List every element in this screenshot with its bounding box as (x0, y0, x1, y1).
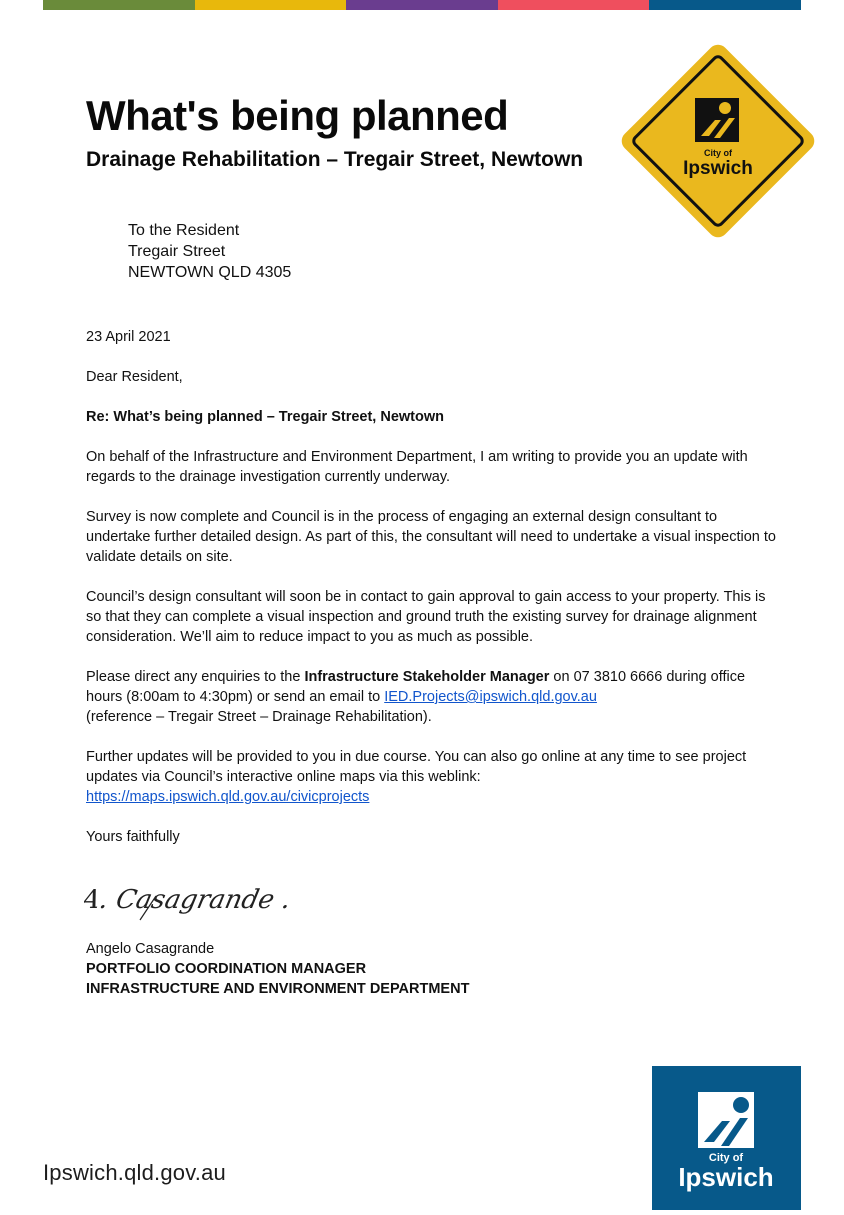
bar-segment-red (498, 0, 650, 10)
ipswich-i-icon (695, 98, 739, 142)
bar-segment-blue (649, 0, 801, 10)
address-line-1: To the Resident (128, 222, 240, 239)
diamond-sign-icon (617, 40, 819, 242)
footer-website: Ipswich.qld.gov.au (43, 1160, 226, 1185)
signatory-department: INFRASTRUCTURE AND ENVIRONMENT DEPARTMENT (86, 981, 470, 997)
letter-date: 23 April 2021 (86, 329, 171, 345)
top-color-bar (43, 0, 801, 10)
signature-text: A. Casagrande . (84, 885, 294, 915)
re-line: Re: What’s being planned – Tregair Street, Newtown (86, 409, 444, 425)
diamond-city-of: City of (704, 148, 732, 158)
ipswich-diamond-logo (617, 40, 819, 242)
email-link[interactable]: IED.Projects@ipswich.qld.gov.au (384, 689, 597, 705)
bar-segment-purple (346, 0, 498, 10)
address-line-3: NEWTOWN QLD 4305 (128, 264, 292, 281)
closing: Yours faithfully (86, 829, 180, 845)
footer-logo-city-of: City of (708, 1152, 744, 1164)
bar-segment-yellow (195, 0, 347, 10)
paragraph-4 (86, 667, 776, 727)
p4-contact-title: Infrastructure Stakeholder Manager (304, 669, 550, 685)
p4-reference: (reference – Tregair Street – Drainage Rehabilitation). (86, 709, 432, 725)
address-line-2: Tregair Street (128, 243, 226, 260)
signature (84, 868, 304, 938)
handwritten-signature (84, 868, 304, 938)
page-subtitle: Drainage Rehabilitation – Tregair Street, Newtown (86, 148, 584, 171)
footer-logo-ipswich: Ipswich (678, 1162, 774, 1192)
p5-text: Further updates will be provided to you in due course. You can also go online at any time to see project updates via Council’s interactive online maps via this weblink: (86, 749, 747, 785)
paragraph-5 (86, 747, 776, 807)
signatory-name: Angelo Casagrande (86, 941, 215, 957)
bar-segment-green (43, 0, 195, 10)
page-title: What's being planned (86, 92, 509, 139)
signatory-role: PORTFOLIO COORDINATION MANAGER (86, 961, 367, 977)
ipswich-logo-icon (652, 1066, 801, 1210)
salutation: Dear Resident, (86, 369, 183, 385)
p4-hours: on 07 3810 6666 during office hours (8:00am to 4:30pm) or send an email to (86, 669, 746, 705)
diamond-ipswich: Ipswich (683, 158, 753, 179)
paragraph-2: Survey is now complete and Council is in the process of engaging an external design consultant to undertake further detailed design. As part of this, the consultant will need to undertake a visual inspection to validate details on site. (86, 509, 776, 565)
recipient-address (128, 220, 291, 283)
paragraph-1: On behalf of the Infrastructure and Environment Department, I am writing to provide you an update with regards to the drainage investigation currently underway. (86, 449, 748, 485)
footer-ipswich-logo (652, 1066, 801, 1210)
paragraph-3: Council’s design consultant will soon be in contact to gain approval to gain access to your property. This is so that they can complete a visual inspection and ground truth the existing survey for drainage alignment consideration. We’ll aim to reduce impact to you as much as possible. (86, 589, 766, 645)
p4-intro: Please direct any enquiries to the (86, 669, 305, 685)
civic-projects-link[interactable]: https://maps.ipswich.qld.gov.au/civicprojects (86, 789, 370, 805)
